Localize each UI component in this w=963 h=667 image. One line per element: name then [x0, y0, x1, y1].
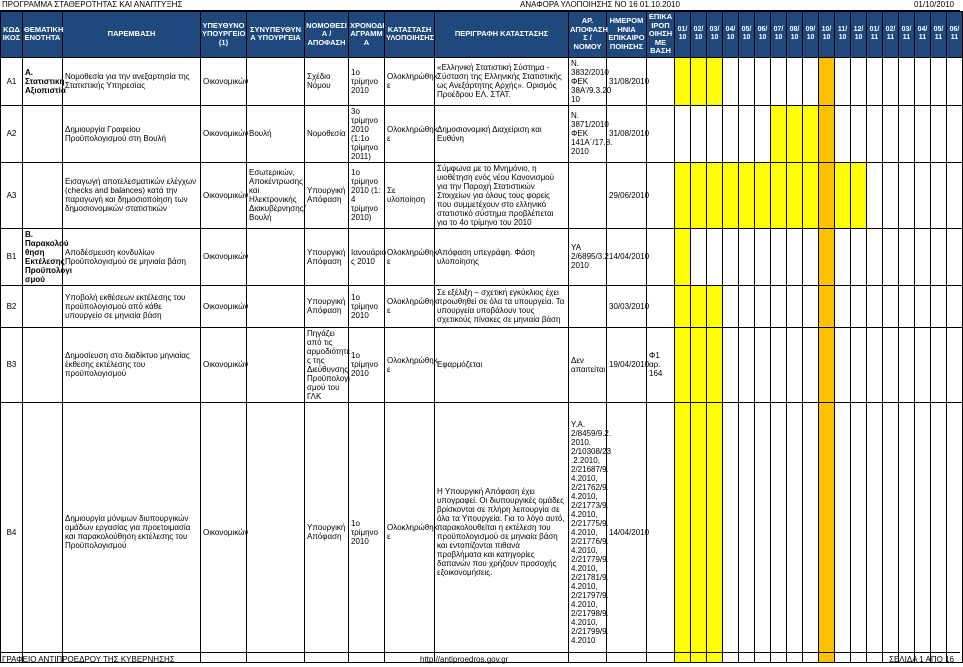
- cell-action: Υποβολή εκθέσεων εκτέλεσης του προϋπολογισμού από κάθε υπουργείο σε μηνιαία βάση: [63, 285, 201, 327]
- program-title: ΠΡΟΓΡΑΜΜΑ ΣΤΑΘΕΡΟΤΗΤΑΣ ΚΑΙ ΑΝΑΠΤΥΞΗΣ: [2, 0, 183, 9]
- gantt-cell: [931, 57, 947, 105]
- gantt-cell: [899, 285, 915, 327]
- cell-date: 30/03/2010: [607, 285, 647, 327]
- cell-law: Πηγάζει από τις αρμοδιότητε ς της Διεύθυνσης Προϋπολογι σμού του ΓΛΚ: [305, 327, 349, 402]
- cell-unit: [23, 105, 63, 162]
- gantt-cell: [723, 57, 739, 105]
- gantt-cell: [867, 105, 883, 162]
- gantt-cell-filled: [675, 285, 691, 327]
- gantt-cell: [883, 285, 899, 327]
- cell-code: B2: [1, 285, 23, 327]
- col-status: ΚΑΤΑΣΤΑΣΗ ΥΛΟΠΟΙΗΣΗΣ: [385, 12, 435, 58]
- gantt-cell: [771, 327, 787, 402]
- gantt-cell: [947, 402, 963, 662]
- report-date: 01/10/2010: [913, 0, 954, 9]
- gantt-cell: [899, 57, 915, 105]
- cell-unit: [23, 162, 63, 228]
- gantt-cell: [947, 162, 963, 228]
- gantt-cell: [931, 402, 947, 662]
- month-header: 03/ 11: [899, 12, 915, 58]
- cell-unit: Β. Παρακολού θηση Εκτέλεσης Προϋπολογι σμού: [23, 228, 63, 285]
- month-header: 07/ 10: [771, 12, 787, 58]
- gantt-cell: [915, 327, 931, 402]
- gantt-cell: [739, 57, 755, 105]
- cell-code: B3: [1, 327, 23, 402]
- gantt-cell: [883, 228, 899, 285]
- gantt-cell-filled: [691, 57, 707, 105]
- gantt-cell: [771, 402, 787, 662]
- gantt-cell-filled: [707, 162, 723, 228]
- cell-coresp: [247, 57, 305, 105]
- month-header: 02/ 10: [691, 12, 707, 58]
- cell-law: Σχέδιο Νόμου: [305, 57, 349, 105]
- col-description: ΠΕΡΙΓΡΑΦΗ ΚΑΤΑΣΤΑΣΗΣ: [435, 12, 569, 58]
- table-row: [1, 228, 963, 285]
- gantt-cell: [723, 228, 739, 285]
- gantt-cell: [755, 57, 771, 105]
- gantt-cell: [771, 57, 787, 105]
- gantt-cell-filled: [803, 105, 819, 162]
- gantt-cell: [755, 285, 771, 327]
- gantt-cell: [915, 57, 931, 105]
- cell-action: Δημοσίευση στο διαδίκτυο μηνιαίας έκθεσης εκτέλεσης του προϋπολογισμού: [63, 327, 201, 402]
- gantt-cell: [883, 57, 899, 105]
- cell-status: Ολοκληρώθηκ ε: [385, 228, 435, 285]
- cell-coresp: [247, 228, 305, 285]
- footer-office: ΓΡΑΦΕΙΟ ΑΝΤΙΠΡΟΕΔΡΟΥ ΤΗΣ ΚΥΒΕΡΝΗΣΗΣ: [2, 655, 175, 664]
- cell-timeline: 1ο τρίμηνο 2010: [349, 402, 385, 662]
- table-row: [1, 57, 963, 105]
- month-header: 05/ 11: [931, 12, 947, 58]
- cell-coresp: [247, 402, 305, 662]
- col-basis: ΕΠΙΚΑ ΙΡΟΠ ΟΙΗΣΗ ΜΕ ΒΑΣΗ: [647, 12, 675, 58]
- cell-law: Υπουργική Απόφαση: [305, 228, 349, 285]
- gantt-cell: [931, 162, 947, 228]
- gantt-cell: [835, 285, 851, 327]
- cell-resp: Οικονομικών: [201, 402, 247, 662]
- gantt-cell-filled: [723, 162, 739, 228]
- gantt-cell: [691, 105, 707, 162]
- cell-timeline: 1ο τρίμηνο 2010: [349, 285, 385, 327]
- month-header: 06/ 11: [947, 12, 963, 58]
- gantt-cell: [851, 105, 867, 162]
- gantt-cell: [819, 105, 835, 162]
- gantt-cell: [883, 402, 899, 662]
- cell-action: Εισαγωγή αποτελεσματικών ελέγχων (checks and balances) κατά την παραγωγή και δημοσιοποίηση των δημοσιονομικών στατιστικών: [63, 162, 201, 228]
- gantt-cell-filled: [707, 327, 723, 402]
- cell-desc: «Ελληνική Στατιστική Σύστημα - Σύσταση της Ελληνικής Στατιστικής ως Ανεξάρτητης Αρχής». Ορισμός Προέδρου ΕΛ. ΣΤΑΤ.: [435, 57, 569, 105]
- cell-resp: Οικονομικών: [201, 105, 247, 162]
- gantt-cell: [883, 162, 899, 228]
- gantt-cell: [867, 285, 883, 327]
- gantt-cell-filled: [819, 162, 835, 228]
- month-header: 11/ 10: [835, 12, 851, 58]
- gantt-cell-filled: [691, 285, 707, 327]
- col-law: ΝΟΜΟΘΕΣΙ Α / ΑΠΟΦΑΣΗ: [305, 12, 349, 58]
- gantt-cell: [723, 402, 739, 662]
- gantt-cell: [947, 228, 963, 285]
- gantt-cell-filled: [691, 327, 707, 402]
- cell-number: [569, 162, 607, 228]
- gantt-cell: [803, 327, 819, 402]
- table-body: [1, 57, 963, 662]
- gantt-cell: [739, 228, 755, 285]
- cell-code: A2: [1, 105, 23, 162]
- month-header: 04/ 11: [915, 12, 931, 58]
- footer-page: ΣΕΛΙΔΑ 1 ΑΠΟ 16: [889, 655, 954, 664]
- gantt-cell: [851, 402, 867, 662]
- cell-code: A3: [1, 162, 23, 228]
- gantt-cell: [851, 285, 867, 327]
- month-header: 03/ 10: [707, 12, 723, 58]
- gantt-cell: [899, 228, 915, 285]
- gantt-cell-filled: [739, 162, 755, 228]
- gantt-cell: [947, 327, 963, 402]
- cell-timeline: 1ο τρίμηνο 2010: [349, 57, 385, 105]
- cell-number: ΥΑ 2/6895/3.2. 2010: [569, 228, 607, 285]
- gantt-cell-filled: [771, 162, 787, 228]
- cell-basis: [647, 402, 675, 662]
- gantt-cell-filled: [675, 57, 691, 105]
- cell-desc: Εφαρμόζεται: [435, 327, 569, 402]
- gantt-cell: [787, 57, 803, 105]
- cell-resp: Οικονομικών: [201, 327, 247, 402]
- month-header: 04/ 10: [723, 12, 739, 58]
- gantt-cell: [787, 327, 803, 402]
- gantt-cell: [771, 285, 787, 327]
- gantt-cell: [851, 57, 867, 105]
- gantt-cell: [867, 228, 883, 285]
- cell-status: Ολοκληρώθηκ ε: [385, 327, 435, 402]
- month-header: 05/ 10: [739, 12, 755, 58]
- gantt-cell: [915, 285, 931, 327]
- gantt-cell: [835, 228, 851, 285]
- gantt-cell-filled: [675, 402, 691, 662]
- cell-resp: Οικονομικών: [201, 162, 247, 228]
- gantt-cell: [931, 105, 947, 162]
- month-header: 06/ 10: [755, 12, 771, 58]
- cell-number: Ν. 3871/2010 ΦΕΚ 141Α΄/17.8. 2010: [569, 105, 607, 162]
- cell-law: Νομοθεσία: [305, 105, 349, 162]
- cell-code: B1: [1, 228, 23, 285]
- cell-status: Ολοκληρώθηκ ε: [385, 285, 435, 327]
- gantt-cell: [739, 327, 755, 402]
- cell-coresp: [247, 327, 305, 402]
- gantt-cell-filled: [787, 162, 803, 228]
- cell-code: B4: [1, 402, 23, 662]
- gantt-cell-filled: [707, 57, 723, 105]
- cell-resp: Οικονομικών: [201, 228, 247, 285]
- gantt-cell: [739, 285, 755, 327]
- cell-basis: [647, 105, 675, 162]
- gantt-cell: [787, 228, 803, 285]
- cell-basis: [647, 57, 675, 105]
- month-header: 02/ 11: [883, 12, 899, 58]
- footer-url[interactable]: http://antiproedros.gov.gr: [420, 655, 509, 664]
- gantt-cell: [915, 105, 931, 162]
- table-row: [1, 285, 963, 327]
- header-row: [1, 12, 963, 58]
- cell-action: Αποδέσμευση κονδυλίων Προϋπολογισμού σε μηνιαία βάση: [63, 228, 201, 285]
- gantt-cell: [819, 327, 835, 402]
- gantt-cell-filled: [851, 162, 867, 228]
- gantt-cell-filled: [803, 162, 819, 228]
- cell-desc: Δημοσιονομική Διαχείριση και Ευθύνη: [435, 105, 569, 162]
- report-title: ΑΝΑΦΟΡΑ ΥΛΟΠΟΙΗΣΗΣ ΝΟ 16 01.10.2010: [520, 0, 680, 9]
- cell-basis: [647, 285, 675, 327]
- gantt-cell: [915, 402, 931, 662]
- gantt-cell-filled: [771, 105, 787, 162]
- gantt-cell: [867, 57, 883, 105]
- gantt-cell: [899, 402, 915, 662]
- cell-date: 29/06/2010: [607, 162, 647, 228]
- gantt-cell: [947, 105, 963, 162]
- gantt-cell: [915, 162, 931, 228]
- cell-action: Δημιουργία μόνιμων διυπουργικών ομάδων εργασίας για προετοιμασία και παρακολούθηση εκτέλεσης του Προϋπολογισμού: [63, 402, 201, 662]
- month-header: 01/ 11: [867, 12, 883, 58]
- gantt-cell: [723, 285, 739, 327]
- page-footer: [0, 652, 960, 667]
- cell-number: Δεν απαιτείται: [569, 327, 607, 402]
- cell-unit: [23, 402, 63, 662]
- gantt-cell: [883, 105, 899, 162]
- gantt-cell: [739, 402, 755, 662]
- gantt-cell: [723, 105, 739, 162]
- gantt-cell: [867, 162, 883, 228]
- cell-unit: Α. Στατιστική Αξιοπιστία: [23, 57, 63, 105]
- gantt-cell: [835, 105, 851, 162]
- cell-timeline: 3ο τρίμηνο 2010 (1:1ο τρίμηνο 2011): [349, 105, 385, 162]
- table-row: [1, 105, 963, 162]
- gantt-cell-filled: [691, 402, 707, 662]
- gantt-cell: [867, 402, 883, 662]
- table-row: [1, 162, 963, 228]
- gantt-cell: [931, 327, 947, 402]
- cell-coresp: [247, 285, 305, 327]
- cell-date: 19/04/2010: [607, 327, 647, 402]
- gantt-cell-filled: [755, 162, 771, 228]
- cell-status: Ολοκληρώθηκ ε: [385, 105, 435, 162]
- col-action: ΠΑΡΕΜΒΑΣΗ: [63, 12, 201, 58]
- table-row: [1, 402, 963, 662]
- cell-basis: [647, 228, 675, 285]
- gantt-cell: [883, 327, 899, 402]
- cell-desc: Σύμφωνα με το Μνημόνιο, η υιοθέτηση ενός νέου Κανονισμού για την Παροχή Στατιστικών Στοιχείων για όλους τους φορείς που συμμετέχουν στο ελληνικό στατιστικό σύστημα προβλέπεται για το 4ο τρίμηνο του 2010: [435, 162, 569, 228]
- month-header: 10/ 10: [819, 12, 835, 58]
- cell-law: Υπουργική Απόφαση: [305, 285, 349, 327]
- month-header: 09/ 10: [803, 12, 819, 58]
- cell-coresp: Εσωτερικών, Αποκέντρωσης και Ηλεκτρονικής Διακυβέρνησης/ Βουλή: [247, 162, 305, 228]
- cell-desc: Η Υπουργική Απόφαση έχει υπογραφεί. Οι διυπουργικές ομάδες βρίσκονται σε πλήρη λειτουργία σε όλα τα Υπουργεία. Για το λόγο αυτό, παρακολουθείται η εκτέλεση του προϋπολογισμού σε μηνιαία βάση και εντοπίζονται πιθανά προβλήματα και κατηγορίες δαπανών που χρήζουν προσοχής εξοικονομήσεις.: [435, 402, 569, 662]
- cell-unit: [23, 285, 63, 327]
- gantt-cell: [819, 57, 835, 105]
- gantt-cell: [819, 402, 835, 662]
- gantt-cell: [835, 57, 851, 105]
- gantt-cell: [819, 228, 835, 285]
- gantt-cell: [931, 228, 947, 285]
- cell-date: 14/04/2010: [607, 228, 647, 285]
- col-coresponsible: ΣΥΝΥΠΕΥΘΥΝ Α ΥΠΟΥΡΓΕΙΑ: [247, 12, 305, 58]
- gantt-cell: [867, 327, 883, 402]
- month-header: 12/ 10: [851, 12, 867, 58]
- gantt-cell: [803, 228, 819, 285]
- col-number: ΑΡ. ΑΠΟΦΑΣΗ Σ / ΝΟΜΟΥ: [569, 12, 607, 58]
- gantt-cell: [803, 285, 819, 327]
- gantt-cell-filled: [707, 285, 723, 327]
- cell-action: Νομοθεσία για την ανεξαρτησία της Στατιστικής Υπηρεσίας: [63, 57, 201, 105]
- cell-timeline: Ιανουάριο ς 2010: [349, 228, 385, 285]
- gantt-cell: [787, 402, 803, 662]
- cell-desc: Σε εξέλιξη – σχετική εγκύκλιος έχει προωθηθεί σε όλα τα υπουργεία. Τα υπουργεία υποβάλουν τους σχετικούς πίνακες σε μηνιαία βάση: [435, 285, 569, 327]
- cell-number: Υ.Α. 2/8459/9.2. 2010, 2/10308/23 .2.2010, 2/21687/9. 4.2010, 2/21762/9. 4.2010, 2/21773/9. 4.2010, 2/21775/9. 4.2010, 2/21776/9. 4.2010, 2/21779/9. 4.2010, 2/21781/9. 4.2010, 2/21797/9. 4.2010, 2/21798/9. 4.2010, 2/21799/9. 4.2010: [569, 402, 607, 662]
- col-code: ΚΩΔ ΙΚΟΣ: [1, 12, 23, 58]
- gantt-cell: [899, 327, 915, 402]
- gantt-cell: [835, 402, 851, 662]
- cell-date: 31/08/2010: [607, 57, 647, 105]
- gantt-cell: [835, 327, 851, 402]
- cell-basis: [647, 162, 675, 228]
- month-header: 01/ 10: [675, 12, 691, 58]
- gantt-cell: [947, 57, 963, 105]
- cell-resp: Οικονομικών: [201, 57, 247, 105]
- cell-desc: Απόφαση υπεγράφη. Φάση υλοποίησης: [435, 228, 569, 285]
- implementation-table: [0, 11, 963, 663]
- cell-code: A1: [1, 57, 23, 105]
- gantt-cell: [755, 402, 771, 662]
- gantt-cell: [739, 105, 755, 162]
- cell-status: Σε υλοποίηση: [385, 162, 435, 228]
- gantt-cell: [675, 105, 691, 162]
- gantt-cell: [947, 285, 963, 327]
- gantt-cell-filled: [675, 327, 691, 402]
- gantt-cell: [755, 327, 771, 402]
- month-header: 08/ 10: [787, 12, 803, 58]
- cell-status: Ολοκληρώθηκ ε: [385, 402, 435, 662]
- cell-date: 14/04/2010: [607, 402, 647, 662]
- cell-timeline: 1ο τρίμηνο 2010 (1: 4 τρίμηνο 2010): [349, 162, 385, 228]
- col-update-date: ΗΜΕΡΟΜ ΗΝΙΑ ΕΠΙΚΑΙΡΟ ΠΟΙΗΣΗΣ: [607, 12, 647, 58]
- gantt-cell: [899, 162, 915, 228]
- gantt-cell: [771, 228, 787, 285]
- col-unit: ΘΕΜΑΤΙΚΗ ΕΝΟΤΗΤΑ: [23, 12, 63, 58]
- gantt-cell: [931, 285, 947, 327]
- gantt-cell: [851, 327, 867, 402]
- gantt-cell-filled: [675, 162, 691, 228]
- gantt-cell: [723, 327, 739, 402]
- gantt-cell: [707, 228, 723, 285]
- gantt-cell-filled: [835, 162, 851, 228]
- gantt-cell: [803, 402, 819, 662]
- cell-coresp: Βουλή: [247, 105, 305, 162]
- gantt-cell: [803, 57, 819, 105]
- cell-law: Υπουργική Απόφαση: [305, 162, 349, 228]
- cell-status: Ολοκληρώθηκ ε: [385, 57, 435, 105]
- col-responsible: ΥΠΕΥΘΥΝΟ ΥΠΟΥΡΓΕΙΟ (1): [201, 12, 247, 58]
- cell-law: Υπουργική Απόφαση: [305, 402, 349, 662]
- cell-number: [569, 285, 607, 327]
- col-timeline: ΧΡΟΝΟΔΙ ΑΓΡΑΜΜ Α: [349, 12, 385, 58]
- cell-action: Δημιουργία Γραφείου Προϋπολογισμού στη Βουλή: [63, 105, 201, 162]
- gantt-cell: [691, 228, 707, 285]
- table-row: [1, 327, 963, 402]
- cell-unit: [23, 327, 63, 402]
- gantt-cell: [755, 228, 771, 285]
- gantt-cell: [787, 285, 803, 327]
- gantt-cell-filled: [691, 162, 707, 228]
- gantt-cell: [899, 105, 915, 162]
- gantt-cell-filled: [675, 228, 691, 285]
- cell-resp: Οικονομικών: [201, 285, 247, 327]
- page-header: [0, 0, 960, 11]
- cell-timeline: 1ο τρίμηνο 2010: [349, 327, 385, 402]
- cell-basis: Φ1 αρ. 164: [647, 327, 675, 402]
- cell-date: 31/08/2010: [607, 105, 647, 162]
- gantt-cell: [915, 228, 931, 285]
- gantt-cell-filled: [707, 402, 723, 662]
- cell-number: Ν. 3832/2010 ΦΕΚ 38Α'/9.3.20 10: [569, 57, 607, 105]
- gantt-cell: [707, 105, 723, 162]
- gantt-cell: [755, 105, 771, 162]
- gantt-cell: [851, 228, 867, 285]
- gantt-cell-filled: [787, 105, 803, 162]
- gantt-cell: [819, 285, 835, 327]
